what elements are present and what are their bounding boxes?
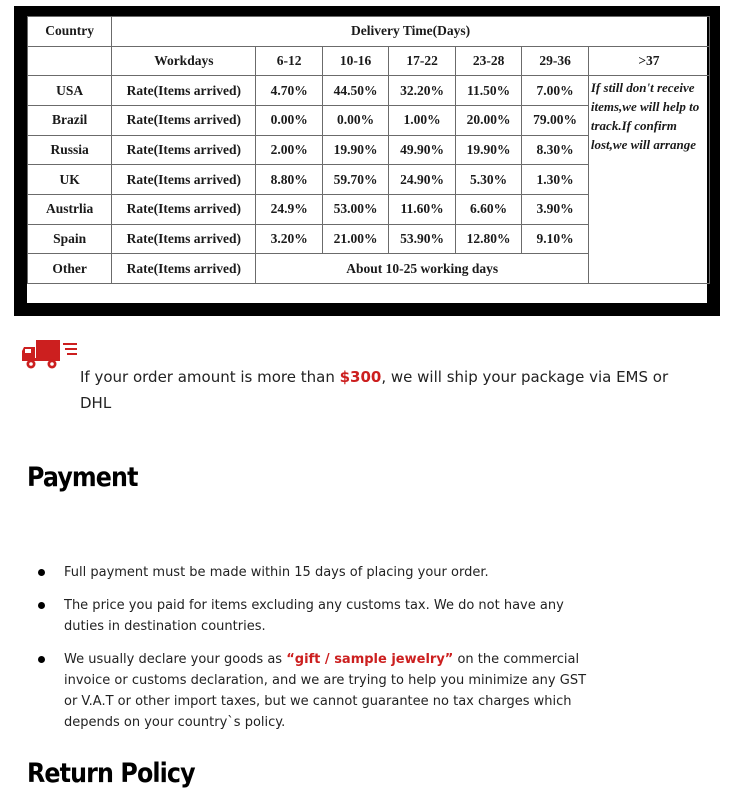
rate-value-cell: 8.80% — [256, 165, 322, 195]
table-row — [28, 76, 710, 106]
country-cell: Austrlia — [28, 194, 112, 224]
range-header: 23-28 — [455, 46, 522, 76]
country-cell: Other — [28, 254, 112, 284]
shipping-text: , we will ship your package via EMS or DHL — [80, 368, 669, 412]
rate-value-cell: 11.60% — [389, 194, 456, 224]
workdays-header: Workdays — [112, 46, 256, 76]
rate-label-cell: Rate(Items arrived) — [112, 76, 256, 106]
rate-value-cell: 0.00% — [322, 105, 389, 135]
table-subheader-row — [28, 46, 710, 76]
rate-value-cell: 21.00% — [322, 224, 389, 254]
payment-text: on the commercial invoice or customs declaration, and we are trying to help you minimize any GST or V.A.T or other import taxes, but we cannot guarantee no tax charges which depends on your country`s policy. — [64, 652, 587, 730]
range-header: 17-22 — [389, 46, 456, 76]
payment-text: We usually declare your goods as — [64, 652, 287, 667]
range-header: 10-16 — [322, 46, 389, 76]
rate-label-cell: Rate(Items arrived) — [112, 194, 256, 224]
rate-label-cell: Rate(Items arrived) — [112, 105, 256, 135]
rate-value-cell: 24.90% — [389, 165, 456, 195]
rate-value-cell: 19.90% — [322, 135, 389, 165]
delivery-truck-icon — [22, 338, 78, 372]
other-delivery-cell: About 10-25 working days — [256, 254, 588, 284]
payment-heading: Payment — [27, 462, 138, 493]
country-cell: UK — [28, 165, 112, 195]
rate-value-cell: 1.30% — [522, 165, 589, 195]
country-cell: Russia — [28, 135, 112, 165]
rate-value-cell: 44.50% — [322, 76, 389, 106]
delivery-time-header: Delivery Time(Days) — [112, 17, 710, 47]
country-cell: Spain — [28, 224, 112, 254]
rate-value-cell: 24.9% — [256, 194, 322, 224]
rate-value-cell: 11.50% — [455, 76, 522, 106]
rate-value-cell: 3.20% — [256, 224, 322, 254]
rate-value-cell: 1.00% — [389, 105, 456, 135]
rate-label-cell: Rate(Items arrived) — [112, 165, 256, 195]
country-header: Country — [28, 17, 112, 47]
rate-value-cell: 0.00% — [256, 105, 322, 135]
rate-value-cell: 53.90% — [389, 224, 456, 254]
payment-text: The price you paid for items excluding any customs tax. We do not have any duties in destination countries. — [64, 598, 564, 634]
payment-text: Full payment must be made within 15 days of placing your order. — [64, 565, 489, 580]
empty-cell — [28, 46, 112, 76]
rate-value-cell: 3.90% — [522, 194, 589, 224]
range-header: >37 — [588, 46, 709, 76]
rate-value-cell: 8.30% — [522, 135, 589, 165]
delivery-note-cell: If still don't receive items,we will help to track.If confirm lost,we will arrange — [588, 76, 709, 284]
rate-label-cell: Rate(Items arrived) — [112, 224, 256, 254]
payment-list — [38, 562, 598, 745]
rate-value-cell: 4.70% — [256, 76, 322, 106]
rate-value-cell: 20.00% — [455, 105, 522, 135]
rate-value-cell: 53.00% — [322, 194, 389, 224]
return-policy-heading: Return Policy — [27, 758, 195, 789]
rate-label-cell: Rate(Items arrived) — [112, 254, 256, 284]
rate-value-cell: 49.90% — [389, 135, 456, 165]
rate-value-cell: 6.60% — [455, 194, 522, 224]
shipping-amount: $300 — [339, 368, 382, 386]
delivery-table-frame — [14, 6, 720, 316]
rate-value-cell: 19.90% — [455, 135, 522, 165]
table-header-row — [28, 17, 710, 47]
rate-value-cell: 79.00% — [522, 105, 589, 135]
shipping-notice — [80, 364, 700, 416]
country-cell: USA — [28, 76, 112, 106]
gift-highlight: “gift / sample jewelry” — [286, 652, 454, 667]
rate-value-cell: 12.80% — [455, 224, 522, 254]
list-item — [38, 595, 598, 637]
rate-label-cell: Rate(Items arrived) — [112, 135, 256, 165]
rate-value-cell: 59.70% — [322, 165, 389, 195]
rate-value-cell: 9.10% — [522, 224, 589, 254]
list-item — [38, 649, 598, 733]
rate-value-cell: 32.20% — [389, 76, 456, 106]
rate-value-cell: 2.00% — [256, 135, 322, 165]
list-item — [38, 562, 598, 583]
delivery-time-table — [27, 16, 710, 284]
country-cell: Brazil — [28, 105, 112, 135]
rate-value-cell: 7.00% — [522, 76, 589, 106]
delivery-table-panel — [27, 16, 707, 303]
range-header: 29-36 — [522, 46, 589, 76]
range-header: 6-12 — [256, 46, 322, 76]
shipping-text: If your order amount is more than — [80, 368, 340, 386]
rate-value-cell: 5.30% — [455, 165, 522, 195]
